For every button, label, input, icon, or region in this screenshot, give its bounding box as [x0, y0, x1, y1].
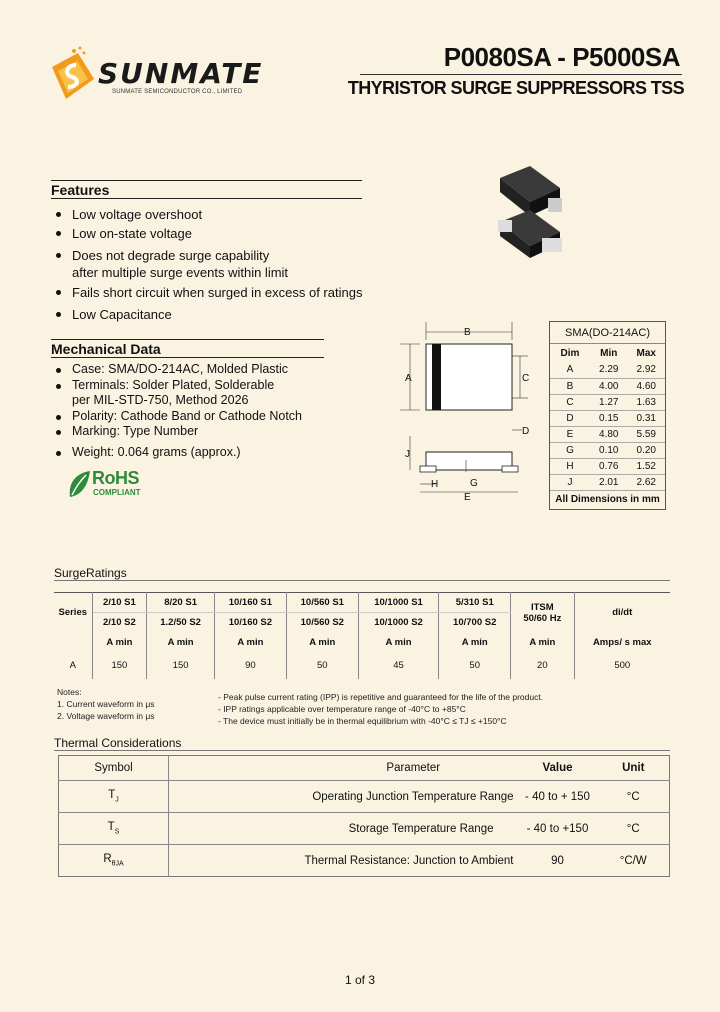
thermal-title: Thermal Considerations	[54, 736, 670, 751]
rohs-compliant: COMPLIANT	[93, 488, 141, 497]
dim-label-d: D	[522, 426, 530, 437]
leaf-icon	[66, 469, 92, 499]
list-item: Does not degrade surge capability after multiple surge events within limit	[52, 247, 372, 281]
list-item: Weight: 0.064 grams (approx.)	[52, 445, 332, 461]
surge-ratings-table: Series 2/10 S1 8/20 S1 10/160 S1 10/560 S1 10/1000 S1 5/310 S1 ITSM 50/60 Hz di/dt 2/10 S2 1.2/50 S2 10/160 S2 10/560 S2 10/1000 S2 10/700 S2 A min A min A min A min A min A min A min Amps/ s max A 150 150 90 50 45 50 20 500	[54, 592, 670, 679]
page-title: P0080SA - P5000SA	[443, 42, 680, 72]
table-row: G 0.10 0.20	[550, 442, 665, 458]
sunmate-logo-icon	[44, 45, 106, 105]
col-header: Parameter	[386, 762, 441, 774]
thermal-table	[58, 755, 670, 877]
col-header: Min	[600, 347, 618, 359]
list-item: Polarity: Cathode Band or Cathode Notch	[52, 409, 332, 425]
dim-label-e: E	[464, 492, 471, 503]
table-row: B 4.00 4.60	[550, 378, 665, 394]
mechanical-list	[52, 362, 332, 460]
list-item: Low voltage overshoot	[52, 206, 372, 223]
col-header: Dim	[560, 347, 580, 359]
list-item: Terminals: Solder Plated, Solderable per MIL-STD-750, Method 2026	[52, 378, 332, 409]
rohs-text: RoHS	[92, 468, 139, 488]
dim-label-b: B	[464, 327, 471, 338]
table-row: $R_{\theta JA}$ Thermal Resistance: Junction to Ambient 90 °C/W	[59, 845, 670, 877]
dim-label-j: J	[405, 449, 410, 460]
page-subtitle: THYRISTOR SURGE SUPPRESSORS TSS	[347, 78, 684, 98]
notes: Notes: 1. Current waveform in μs 2. Voltage waveform in μs	[57, 686, 217, 722]
dim-label-h: H	[431, 479, 439, 490]
table-row: C 1.27 1.63	[550, 394, 665, 410]
list-item: Case: SMA/DO-214AC, Molded Plastic	[52, 362, 332, 378]
logo-name: SUNMATE	[98, 57, 264, 90]
table-row: E 4.80 5.59	[550, 426, 665, 442]
dim-label-c: C	[522, 373, 530, 384]
didt-header: di/dt	[612, 607, 633, 619]
col-header: Unit	[622, 762, 645, 774]
table-row: J 2.01 2.62	[550, 474, 665, 490]
dim-label-a: A	[405, 373, 412, 384]
list-item: Low Capacitance	[52, 306, 372, 323]
col-header: Value	[542, 762, 573, 774]
table-row: D 0.15 0.31	[550, 410, 665, 426]
surge-ratings-title: SurgeRatings	[54, 566, 670, 581]
notes-right: - Peak pulse current rating (IPP) is repetitive and guaranteed for the life of the product. - IPP ratings applicable over temperature range of -40°C to +85°C - The device must initially be in thermal equilibrium with -40°C ≤ TJ ≤ +150°C	[218, 692, 544, 726]
page-number: 1 of 3	[344, 973, 376, 987]
itsm-header: ITSM	[530, 601, 554, 613]
rohs-badge	[66, 468, 156, 500]
series-header: Series	[54, 593, 92, 633]
table-row: A 2.29 2.92	[550, 362, 665, 378]
table-row: H 0.76 1.52	[550, 458, 665, 474]
col-header: Max	[636, 347, 656, 359]
list-item: Fails short circuit when surged in excess of ratings	[52, 284, 372, 301]
logo-tagline: SUNMATE SEMICONDUCTOR CO., LIMITED	[112, 89, 243, 95]
logo	[44, 45, 264, 105]
table-row: $T_J$ Operating Junction Temperature Range - 40 to + 150 °C	[59, 781, 670, 813]
table-row: $T_S$ Storage Temperature Range - 40 to +150 °C	[59, 813, 670, 845]
features-list	[52, 206, 372, 323]
dimension-table-footer: All Dimensions in mm	[555, 493, 660, 505]
title-rule	[360, 74, 682, 75]
col-header: Symbol	[59, 756, 169, 781]
mechanical-heading: Mechanical Data	[51, 339, 324, 358]
dimension-table-title: SMA(DO-214AC)	[550, 322, 665, 344]
table-row: A 150 150 90 50 45 50 20 500	[54, 653, 670, 679]
dimension-table	[549, 321, 666, 510]
dim-label-g: G	[470, 478, 478, 489]
list-item: Marking: Type Number	[52, 424, 332, 440]
list-item: Low on-state voltage	[52, 225, 372, 242]
package-dimension-diagram	[398, 320, 528, 510]
notes-heading: Notes:	[57, 687, 82, 697]
package-photo-icon	[490, 158, 580, 268]
features-heading: Features	[51, 180, 362, 199]
